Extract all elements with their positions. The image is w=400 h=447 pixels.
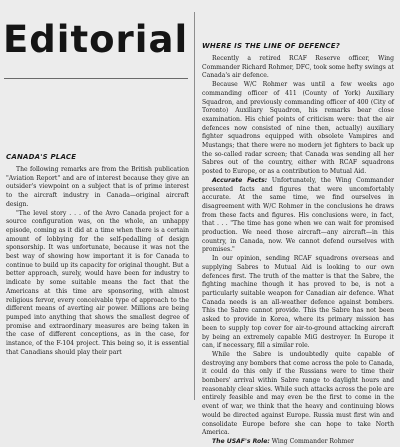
paragraph-text: Because W/C Rohmer was until a few weeks ago commanding officer of 411 (County of York) Auxiliary Squadron, and previously commanding officer of 400 (City of Toronto) Auxiliary Squadron, his remarks bear close examination. His chief points of criticism were: that the air defences now consisted of nine then, actually) auxiliary fighter squadrons equipped with obsolete Vampires and Mustangs; that there were no modern jet fighters to back up the so-called radar screen; that Canada was sending all her Sabres out of the country, either with RCAF squadrons posted to Europe, or as a contribution to Mutual Aid. (202, 81, 394, 176)
article-paragraph (202, 81, 394, 177)
paragraph-text: "The level story . . . of the Avro Canada project for a source configuration was, on the whole, an unhappy episode, coming as it did at a time when there is a certain amount of lobbying for the self-pedalling of design sponsorship. It was unfortunate, because it was not the best way of showing how important it is for Canada to continue to build up its capacity for original thought. But a better approach, surely, would have been for industry to indicate by some suitable means the fact that the Americans at this time are sponsoring, with almost religious fervor, every conceivable type of approach to the different means of averting air power. Millions are being pumped into anything that shows the smallest degree of promise and extraordinary measures are being taken in the case of different conceptions, as in the case, for instance, of the F-104 project. This being so, it is essential that Canadians should play their part (6, 209, 189, 356)
article-paragraph (202, 255, 394, 351)
left-article-heading: CANADA'S PLACE (6, 153, 77, 161)
article-paragraph (202, 55, 394, 81)
right-article-heading: WHERE IS THE LINE OF DEFENCE? (202, 42, 341, 50)
paragraph-text: While the Sabre is undoubtedly quite capable of destroying any bombers that come across the pole to Canada, it could do this only if the Russians were to time their bombers' arrival within Sabre range to daylight hours and reasonably clear skies. While such attacks across the pole are entirely feasible and may even be the first to come in the event of war, we think that the heavy and continuing blows would be directed against Europe. Russia must first win and consolidate Europe before she can hope to take North America. (202, 350, 394, 437)
masthead-title: Editorial (3, 18, 189, 61)
article-paragraph (6, 210, 189, 358)
paragraph-text: The following remarks are from the British publication "Aviation Report" and are of interest because they give an outsider's viewpoint on a subject that is of prime interest to the aircraft industry in Canada—original aircraft design. (6, 166, 189, 208)
right-column (202, 41, 394, 445)
masthead-rule (4, 78, 188, 79)
article-paragraph (6, 166, 189, 210)
right-article-body (202, 55, 394, 447)
article-paragraph (202, 177, 394, 255)
left-article-body (6, 166, 189, 357)
article-paragraph (202, 351, 394, 438)
left-column (6, 152, 189, 400)
column-divider (194, 12, 195, 400)
paragraph-run-in-heading: Accurate Facts: (212, 176, 268, 184)
paragraph-run-in-heading: The USAF's Role: (212, 437, 270, 445)
paragraph-text: In our opinion, sending RCAF squadrons overseas and supplying Sabres to Mutual Aid is looking to our own defences first. The truth of the matter is that the Sabre, the fighting machine though it has proved to be, is not a particularly suitable weapon for Canadian air defence. What Canada needs is an all-weather defence against bombers. This the Sabre cannot provide. This the Sabre has not been asked to provide in Korea, where its primary mission has been to supply top cover for air-to-ground attacking aircraft by being an extremely capable MiG destroyer. In Europe it can, if necessary, fill a similar role. (202, 255, 394, 350)
paragraph-text: Unfortunately, the Wing Commander presented facts and figures that were uncomfortably accurate. At the same time, we find ourselves in disagreement with W/C Rohmer in the conclusions he draws from these facts and figures. His conclusions were, in fact, that . . . "The time has gone when we can wait for promised production. We need those aircraft—any aircraft—in this country, in Canada, now. We cannot defend ourselves with promises." (202, 176, 394, 254)
article-paragraph (202, 438, 394, 447)
paragraph-text: Recently a retired RCAF Reserve officer, Wing Commander Richard Rohmer, DFC, took some hefty swings at Canada's air defence. (202, 55, 394, 80)
paragraph-text: Wing Commander Rohmer (269, 437, 354, 445)
